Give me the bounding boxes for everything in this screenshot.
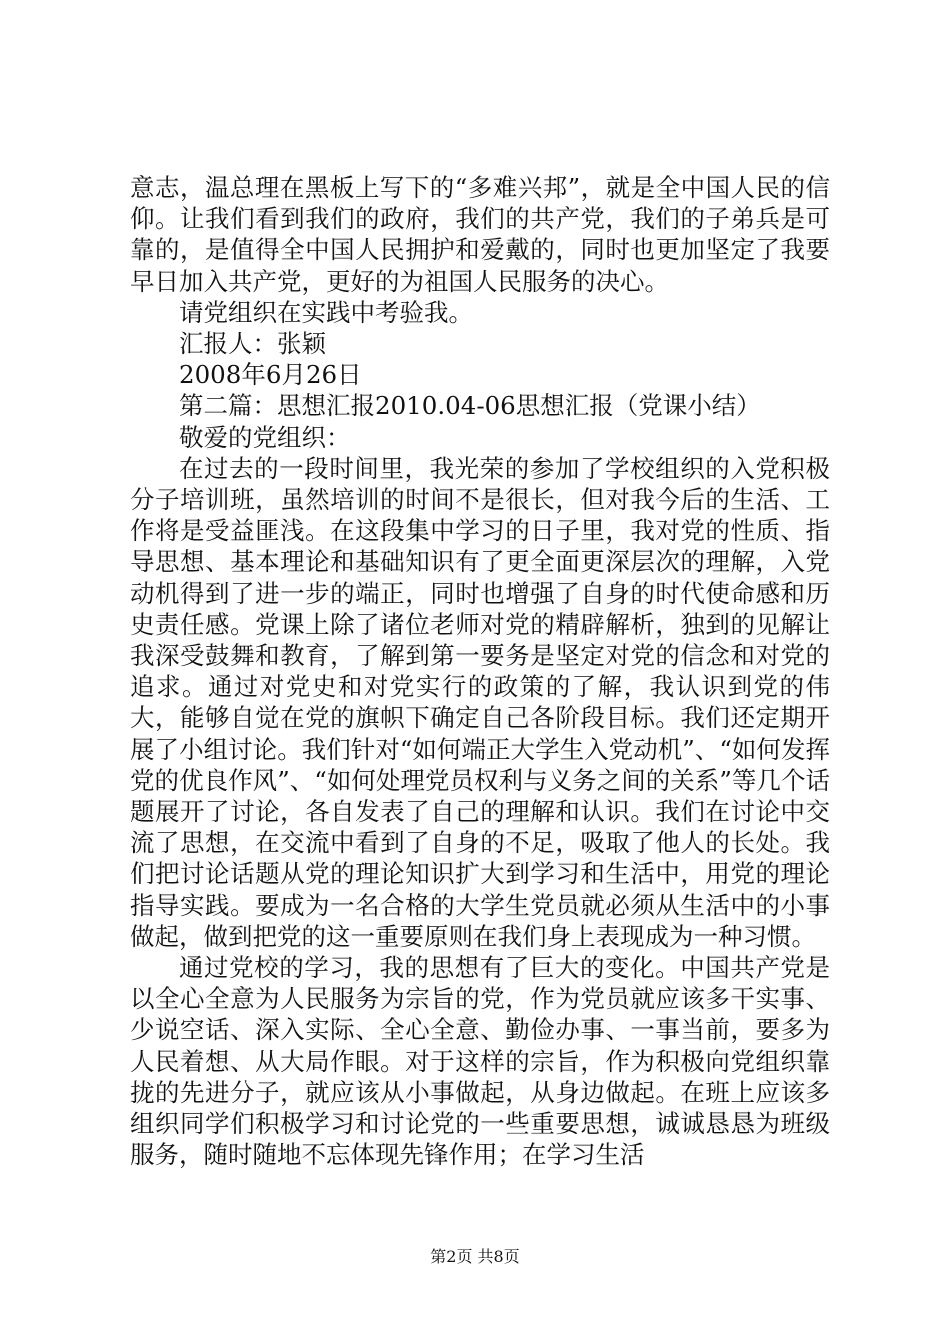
paragraph-continuation: 意志，温总理在黑板上写下的“多难兴邦”，就是全中国人民的信仰。让我们看到我们的政府，我们的共产党，我们的子弟兵是可靠的，是值得全中国人民拥护和爱戴的，同时也更加坚定了我要早日加入共产党，更好的为祖国人民服务的决心。: [130, 173, 830, 296]
section-title: 第二篇：思想汇报2010.04-06思想汇报（党课小结）: [179, 391, 761, 421]
document-body: [130, 172, 830, 1171]
salutation: 敬爱的党组织：: [179, 422, 351, 452]
reporter-line: 汇报人：张颖: [179, 329, 326, 359]
paragraph-body-1: 在过去的一段时间里，我光荣的参加了学校组织的入党积极分子培训班，虽然培训的时间不是很长，但对我今后的生活、工作将是受益匪浅。在这段集中学习的日子里，我对党的性质、指导思想、基本理论和基础知识有了更全面更深层次的理解，入党动机得到了进一步的端正，同时也增强了自身的时代使命感和历史责任感。党课上除了诸位老师对党的精辟解析，独到的见解让我深受鼓舞和教育，了解到第一要务是坚定对党的信念和对党的追求。通过对党史和对党实行的政策的了解，我认识到党的伟大，能够自觉在党的旗帜下确定自己各阶段目标。我们还定期开展了小组讨论。我们针对“如何端正大学生入党动机”、“如何发挥党的优良作风”、“如何处理党员权利与义务之间的关系”等几个话题展开了讨论，各自发表了自己的理解和认识。我们在讨论中交流了思想，在交流中看到了自身的不足，吸取了他人的长处。我们把讨论话题从党的理论知识扩大到学习和生活中，用党的理论指导实践。要成为一名合格的大学生党员就必须从生活中的小事做起，做到把党的这一重要原则在我们身上表现成为一种习惯。: [130, 453, 830, 951]
page-number-footer: 第2页 共8页: [430, 1247, 520, 1266]
paragraph-request: 请党组织在实践中考验我。: [179, 297, 473, 327]
date-line: 2008年6月26日: [179, 360, 362, 390]
paragraph-body-2: 通过党校的学习，我的思想有了巨大的变化。中国共产党是以全心全意为人民服务为宗旨的党，作为党员就应该多干实事、少说空话、深入实际、全心全意、勤俭办事、一事当前，要多为人民着想、从大局作眼。对于这样的宗旨，作为积极向党组织靠拢的先进分子，就应该从小事做起，从身边做起。在班上应该多组织同学们积极学习和讨论党的一些重要思想，诚诚恳恳为班级服务，随时随地不忘体现先锋作用；在学习生活: [130, 953, 830, 1170]
